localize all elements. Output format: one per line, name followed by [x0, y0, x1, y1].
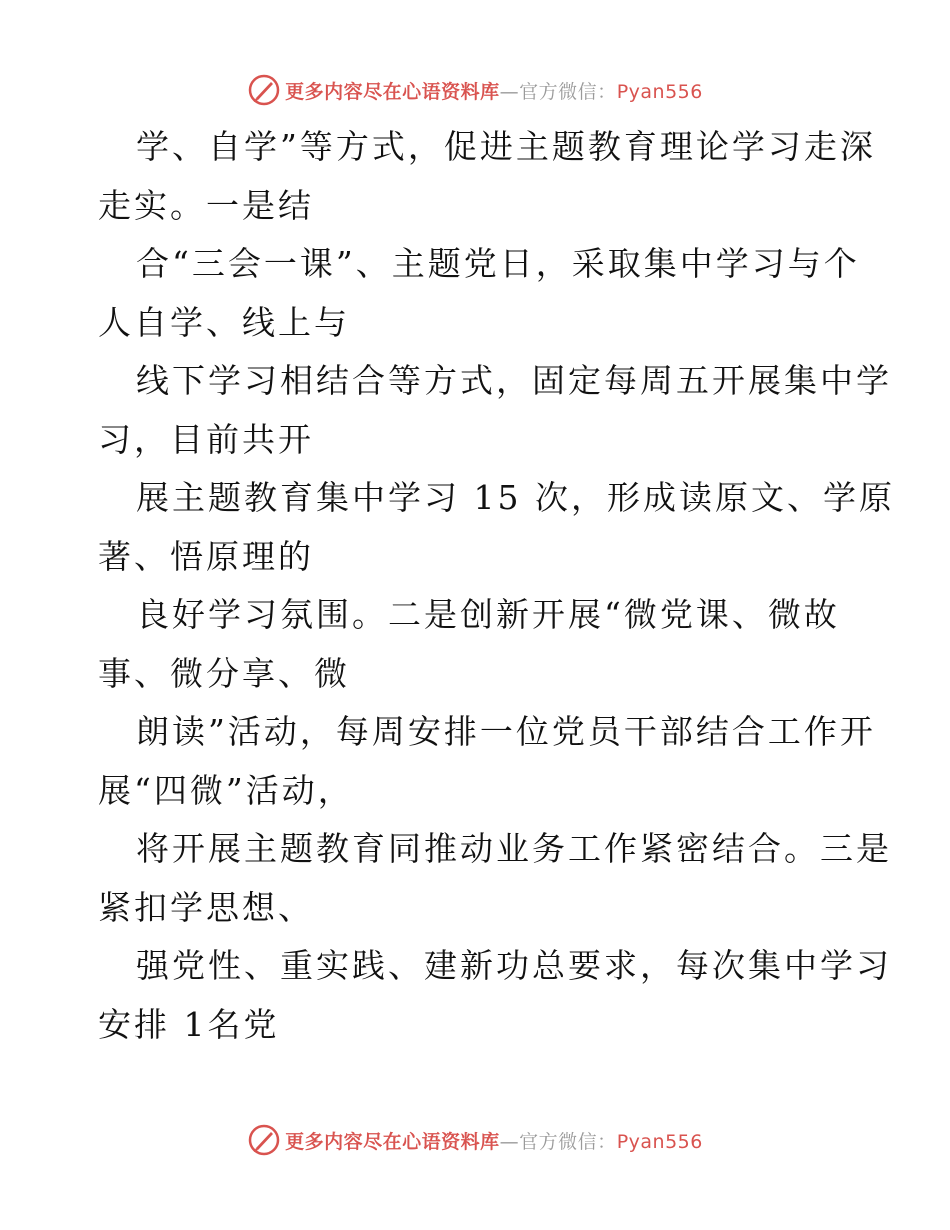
- quill-pen-icon: [247, 1123, 281, 1157]
- text-line: 强党性、重实践、建新功总要求，每次集中学习: [136, 946, 892, 985]
- footer-watermark: [0, 1120, 950, 1160]
- text-line: 展主题教育集中学习 15 次，形成读原文、学原: [136, 478, 895, 517]
- text-line: 习，目前共开: [98, 419, 314, 459]
- watermark-label: 官方微信：: [519, 1130, 617, 1153]
- watermark-dash: —: [499, 80, 520, 103]
- watermark-main-text: 更多内容尽在心语资料库: [285, 1130, 500, 1153]
- quill-pen-icon: [247, 73, 281, 107]
- text-line: 展“四微”活动，: [98, 770, 354, 810]
- header-watermark: [0, 70, 950, 110]
- text-line: 学、自学”等方式，促进主题教育理论学习走深: [136, 127, 876, 166]
- text-line: 事、微分享、微: [98, 653, 350, 693]
- text-line: 走实。一是结: [98, 185, 314, 225]
- document-body: [98, 118, 895, 1054]
- text-line: 紧扣学思想、: [98, 887, 314, 927]
- watermark-dash: —: [499, 1130, 520, 1153]
- text-line: 著、悟原理的: [98, 536, 314, 576]
- text-line: 线下学习相结合等方式，固定每周五开展集中学: [136, 361, 892, 400]
- text-line: 合“三会一课”、主题党日，采取集中学习与个: [136, 244, 860, 283]
- watermark-wechat-id: Pyan556: [616, 1130, 703, 1153]
- text-line: 将开展主题教育同推动业务工作紧密结合。三是: [136, 829, 892, 868]
- watermark-label: 官方微信：: [519, 80, 617, 103]
- text-line: 良好学习氛围。二是创新开展“微党课、微故: [136, 595, 840, 634]
- text-line: 安排 1名党: [98, 1004, 280, 1044]
- watermark-wechat-id: Pyan556: [616, 80, 703, 103]
- text-line: 朗读”活动，每周安排一位党员干部结合工作开: [136, 712, 876, 751]
- watermark-main-text: 更多内容尽在心语资料库: [285, 80, 500, 103]
- text-line: 人自学、线上与: [98, 302, 350, 342]
